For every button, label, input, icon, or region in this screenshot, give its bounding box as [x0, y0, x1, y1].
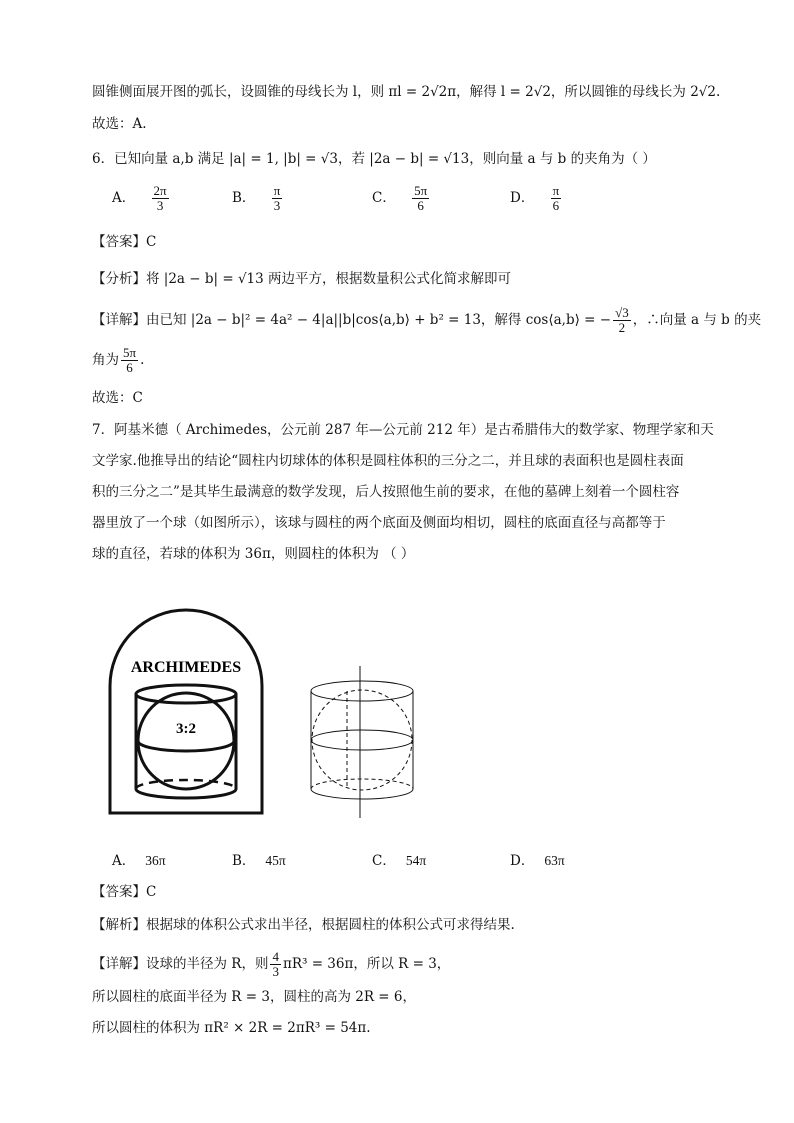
detail-text-tail: ，∴向量 a 与 b 的夹 [632, 312, 762, 328]
cylinder-top [311, 681, 413, 701]
analysis-text: 将 |2a − b| = √13 两边平方，根据数量积公式化简求解即可 [146, 271, 512, 287]
q7-analysis [92, 915, 515, 935]
q7-option-a: A． 36π [112, 853, 166, 869]
option-label: D． [510, 190, 535, 206]
analysis-text: 根据球的体积公式求出半径，根据圆柱的体积公式可求得结果. [146, 917, 515, 933]
q7-detail-line2: 所以圆柱的底面半径为 R = 3，圆柱的高为 2R = 6， [92, 989, 416, 1005]
answer-tag: 【答案】 [92, 884, 146, 900]
q7-option-b: B． 45π [232, 853, 286, 869]
q6-option-b [232, 184, 284, 213]
tomb-text: ARCHIMEDES [130, 659, 242, 676]
option-fraction: $\frac{5\pi}{6}$ [414, 183, 428, 213]
detail-tag: 【详解】 [92, 312, 146, 328]
q6-option-d [510, 184, 563, 213]
q6-answer [92, 232, 156, 252]
detail-fraction: $\frac{√3}{2}$ [615, 305, 629, 335]
q7-stem-line-3: 积的三分之二”是其毕生最满意的数学发现，后人按照他生前的要求，在他的墓碑上刻着一个圆柱容 [92, 484, 680, 500]
q5-solution-line: 圆锥侧面展开图的弧长，设圆锥的母线长为 l，则 πl = 2√2π，解得 l = 2√2，所以圆锥的母线长为 2√2. [92, 84, 721, 100]
detail-text: 由已知 |2a − b|² = 4a² − 4|a||b|cos⟨a,b⟩ + b² = 13，解得 cos⟨a,b⟩ = − [146, 312, 612, 328]
q6-detail-line1 [92, 306, 761, 335]
q6-analysis [92, 269, 511, 289]
detail-tag: 【详解】 [92, 956, 146, 972]
option-fraction: $\frac{2\pi}{3}$ [153, 183, 167, 213]
tomb-outline [110, 610, 262, 813]
tomb-sphere [138, 693, 234, 789]
analysis-tag: 【解析】 [92, 917, 146, 933]
q5-select-line: 故选：A. [92, 116, 147, 132]
tomb-sphere-equator [138, 741, 234, 751]
analysis-tag: 【分析】 [92, 271, 146, 287]
option-label: C． [372, 190, 396, 206]
option-fraction: $\frac{\pi}{3}$ [273, 183, 281, 213]
q6-option-a [112, 184, 171, 213]
detail-fraction: $\frac{5\pi}{6}$ [123, 345, 137, 375]
q7-detail-line3: 所以圆柱的体积为 πR² × 2R = 2πR³ = 54π. [92, 1020, 371, 1036]
option-label: A． [112, 190, 136, 206]
option-fraction: $\frac{\pi}{6}$ [552, 183, 560, 213]
inscribed-sphere [312, 690, 412, 790]
cylinder-middle-section [311, 730, 413, 750]
answer-value: C [146, 234, 157, 250]
q6-stem: 6．已知向量 a,b 满足 |a| = 1, |b| = √3，若 |2a − b| = √13，则向量 a 与 b 的夹角为（ ） [92, 151, 656, 167]
q7-option-c: C． 54π [372, 853, 427, 869]
q7-stem-line-1: 7．阿基米德（ Archimedes，公元前 287 年—公元前 212 年）是古希腊伟大的数学家、物理学家和天 [92, 422, 714, 438]
q7-answer [92, 882, 156, 902]
q7-stem-line-5: 球的直径，若球的体积为 36π，则圆柱的体积为 （ ） [92, 546, 415, 562]
q6-detail-line2: 角为 $\frac{5\pi}{6}$ . [92, 345, 145, 375]
detail-fraction: $\frac{4}{3}$ [272, 949, 279, 979]
q7-detail-line1: 【详解】设球的半径为 R，则 $\frac{4}{3}$ πR³ = 36π，所以 R = 3， [92, 949, 451, 979]
tomb-ratio: 3:2 [176, 721, 196, 737]
option-label: B． [232, 190, 256, 206]
q7-stem-line-2: 文学家.他推导出的结论“圆柱内切球体的体积是圆柱体积的三分之二，并且球的表面积也是圆柱表面 [92, 453, 684, 469]
answer-value: C [146, 884, 157, 900]
q6-option-c [372, 184, 431, 213]
archimedes-figure [100, 590, 440, 825]
answer-tag: 【答案】 [92, 234, 146, 250]
cylinder-bottom-back [311, 779, 413, 789]
q6-select-line: 故选：C [92, 390, 143, 406]
q7-option-d: D． 63π [510, 853, 565, 869]
q7-stem-line-4: 器里放了一个球（如图所示），该球与圆柱的两个底面及侧面均相切，圆柱的底面直径与高都等于 [92, 515, 666, 531]
